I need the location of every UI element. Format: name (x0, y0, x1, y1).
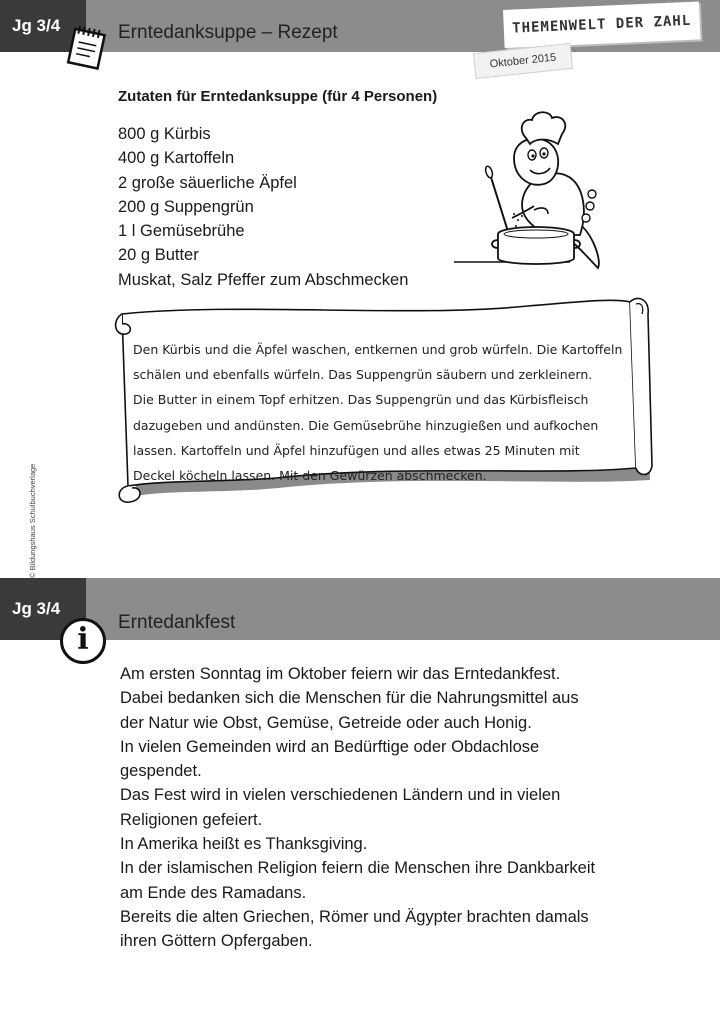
recipe-title: Erntedanksuppe – Rezept (118, 22, 338, 43)
info-line: Religionen gefeiert. (120, 810, 263, 829)
ingredient-item: Muskat, Salz Pfeffer zum Abschmecken (118, 270, 409, 289)
info-line: In Amerika heißt es Thanksgiving. (120, 835, 368, 854)
ingredient-item: 1 l Gemüsebrühe (118, 222, 245, 241)
info-line: Bereits die alten Griechen, Römer und Ägypter brachten damals (120, 907, 589, 926)
ingredient-item: 200 g Suppengrün (118, 197, 254, 216)
ingredient-item: 800 g Kürbis (118, 125, 211, 143)
info-line: Das Fest wird in vielen verschiedenen Ländern und in vielen (120, 786, 561, 805)
info-line: ihren Göttern Opfergaben. (120, 932, 313, 951)
recipe-instructions: Den Kürbis und die Äpfel waschen, entkernen und grob würfeln. Die Kartoffeln schälen und ebenfalls würfeln. Das Suppengrün säubern und zerkleinern. Die Butter in einem Topf erhitzen. Das Suppengrün und das Kürbisfleisch dazugeben und andünsten. Die Gemüsebrühe hinzugießen und aufkochen lassen. Kartoffeln und Äpfel hinzufügen und alles etwas 25 Minuten mit Deckel köcheln lassen. Mit den Gewürzen abschmecken. (133, 342, 623, 484)
copyright-notice: © Bildungshaus Schulbuchverlage (28, 463, 37, 578)
info-line: Dabei bedanken sich die Menschen für die Nahrungsmittel aus (120, 689, 579, 708)
info-line: am Ende des Ramadans. (120, 883, 307, 902)
ingredient-item: 20 g Butter (118, 246, 199, 265)
ingredient-item: 400 g Kartoffeln (118, 149, 235, 168)
chef-dinosaur-illustration (452, 110, 614, 270)
info-icon (60, 618, 106, 664)
info-line: gespendet. (120, 762, 202, 781)
series-label: THEMENWELT DER ZAHL (503, 1, 700, 48)
info-line: In vielen Gemeinden wird an Bedürftige oder Obdachlose (120, 737, 540, 756)
info-text (120, 662, 595, 954)
info-line: Am ersten Sonntag im Oktober feiern wir das Erntedankfest. (120, 665, 561, 683)
info-line: In der islamischen Religion feiern die Menschen ihre Dankbarkeit (120, 859, 596, 878)
info-title: Erntedankfest (118, 612, 236, 633)
ingredient-item: 2 große säuerliche Äpfel (118, 173, 297, 192)
date-tag: Oktober 2015 (473, 43, 573, 79)
grade-label: Jg 3/4 (0, 578, 86, 640)
ingredients-list (118, 122, 408, 292)
info-line: der Natur wie Obst, Gemüse, Getreide oder auch Honig. (120, 713, 532, 732)
grade-label: Jg 3/4 (0, 0, 86, 52)
info-header-bar (0, 578, 720, 640)
info-icon-letter: i (77, 622, 89, 657)
notepad-icon (64, 22, 112, 70)
ingredients-title: Zutaten für Erntedanksuppe (für 4 Personen) (118, 88, 438, 105)
